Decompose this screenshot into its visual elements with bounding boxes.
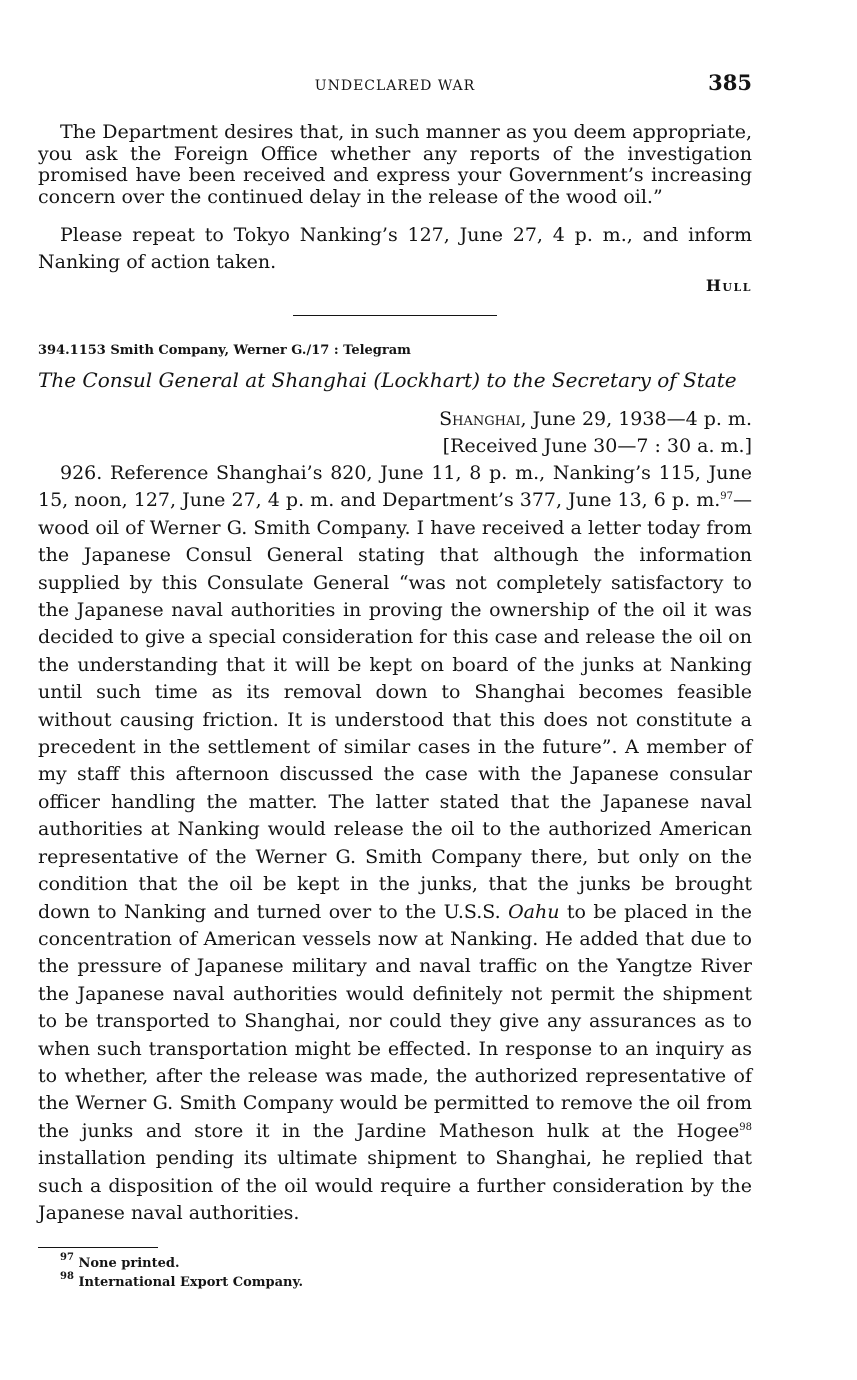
footnote-text: None printed. xyxy=(78,1256,180,1272)
signature: Hull xyxy=(705,276,752,295)
footnote-rule xyxy=(38,1247,158,1248)
running-header xyxy=(38,66,752,102)
footnotes xyxy=(38,1254,752,1292)
footnote-mark: 97 xyxy=(60,1252,74,1264)
body-text: to be placed in the concentration of American vessels now at Nanking. He added that due to the pressure of Japanese military and naval traffic on the Yangtze River the Japanese naval authorities would definitely not permit the shipment to be transported to Shanghai, nor could they give any assurances as to when such transportation might be effected. In response to an inquiry as to whether, after the release was made, the authorized representative of the Werner G. Smith Company would be permitted to remove the oil from the junks and store it in the Jardine Matheson hulk at the Hogee xyxy=(38,900,752,1142)
footnote-text: International Export Company. xyxy=(78,1275,304,1291)
body-text: installation pending its ultimate shipment to Shanghai, he replied that such a disposition of the oil would require a further consideration by the Japanese naval authorities. xyxy=(38,1147,752,1224)
ship-name: Oahu xyxy=(508,900,560,923)
place-name: Shanghai xyxy=(439,408,521,430)
page-number: 385 xyxy=(708,70,752,95)
running-title: UNDECLARED WAR xyxy=(314,78,476,94)
footnote-ref: 98 xyxy=(739,1121,752,1133)
quoted-paragraph: The Department desires that, in such manner as you deem appropriate, you ask the Foreign Office whether any reports of the investigation promised have been received and express your Government’s increasing concern over the continued delay in the release of the wood oil.” xyxy=(38,121,752,208)
footnote xyxy=(60,1254,752,1273)
telegram-body xyxy=(38,460,752,1227)
footnote-mark: 98 xyxy=(60,1271,74,1283)
body-text: —wood oil of Werner G. Smith Company. I have received a letter today from the Japanese Consul General stating that although the information supplied by this Consulate General “was not completely satisfactory to the Japanese naval authorities in proving the ownership of the oil it was decided to give a special consideration for this case and release the oil on the understanding that it will be kept on board of the junks at Nanking until such time as its removal down to Shanghai becomes feasible without causing friction. It is understood that this does not constitute a precedent in the settlement of similar cases in the future”. A member of my staff this afternoon discussed the case with the Japanese consular officer handling the matter. The latter stated that the Japanese naval authorities at Nanking would release the oil to the authorized American representative of the Werner G. Smith Company there, but only on the condition that the oil be kept in the junks, that the junks be brought down to Nanking and turned over to the U.S.S. xyxy=(38,489,752,923)
instruction-paragraph: Please repeat to Tokyo Nanking’s 127, June 27, 4 p. m., and inform Nanking of action taken. xyxy=(38,224,752,273)
sent-line xyxy=(38,406,752,433)
date-time: , June 29, 1938—4 p. m. xyxy=(520,408,752,430)
section-divider xyxy=(293,315,497,316)
body-text: 926. Reference Shanghai’s 820, June 11, 8 p. m., Nanking’s 115, June 15, noon, 127, June 27, 4 p. m. and Department’s 377, June 13, 6 p. m. xyxy=(38,462,752,512)
footnote xyxy=(60,1273,752,1292)
file-reference: 394.1153 Smith Company, Werner G./17 : Telegram xyxy=(38,343,411,358)
document-title: The Consul General at Shanghai (Lockhart) to the Secretary of State xyxy=(38,368,737,392)
document-page xyxy=(38,66,752,1292)
footnote-ref: 97 xyxy=(720,491,733,503)
dateline xyxy=(38,406,752,460)
received-line: [Received June 30—7 : 30 a. m.] xyxy=(442,435,752,457)
